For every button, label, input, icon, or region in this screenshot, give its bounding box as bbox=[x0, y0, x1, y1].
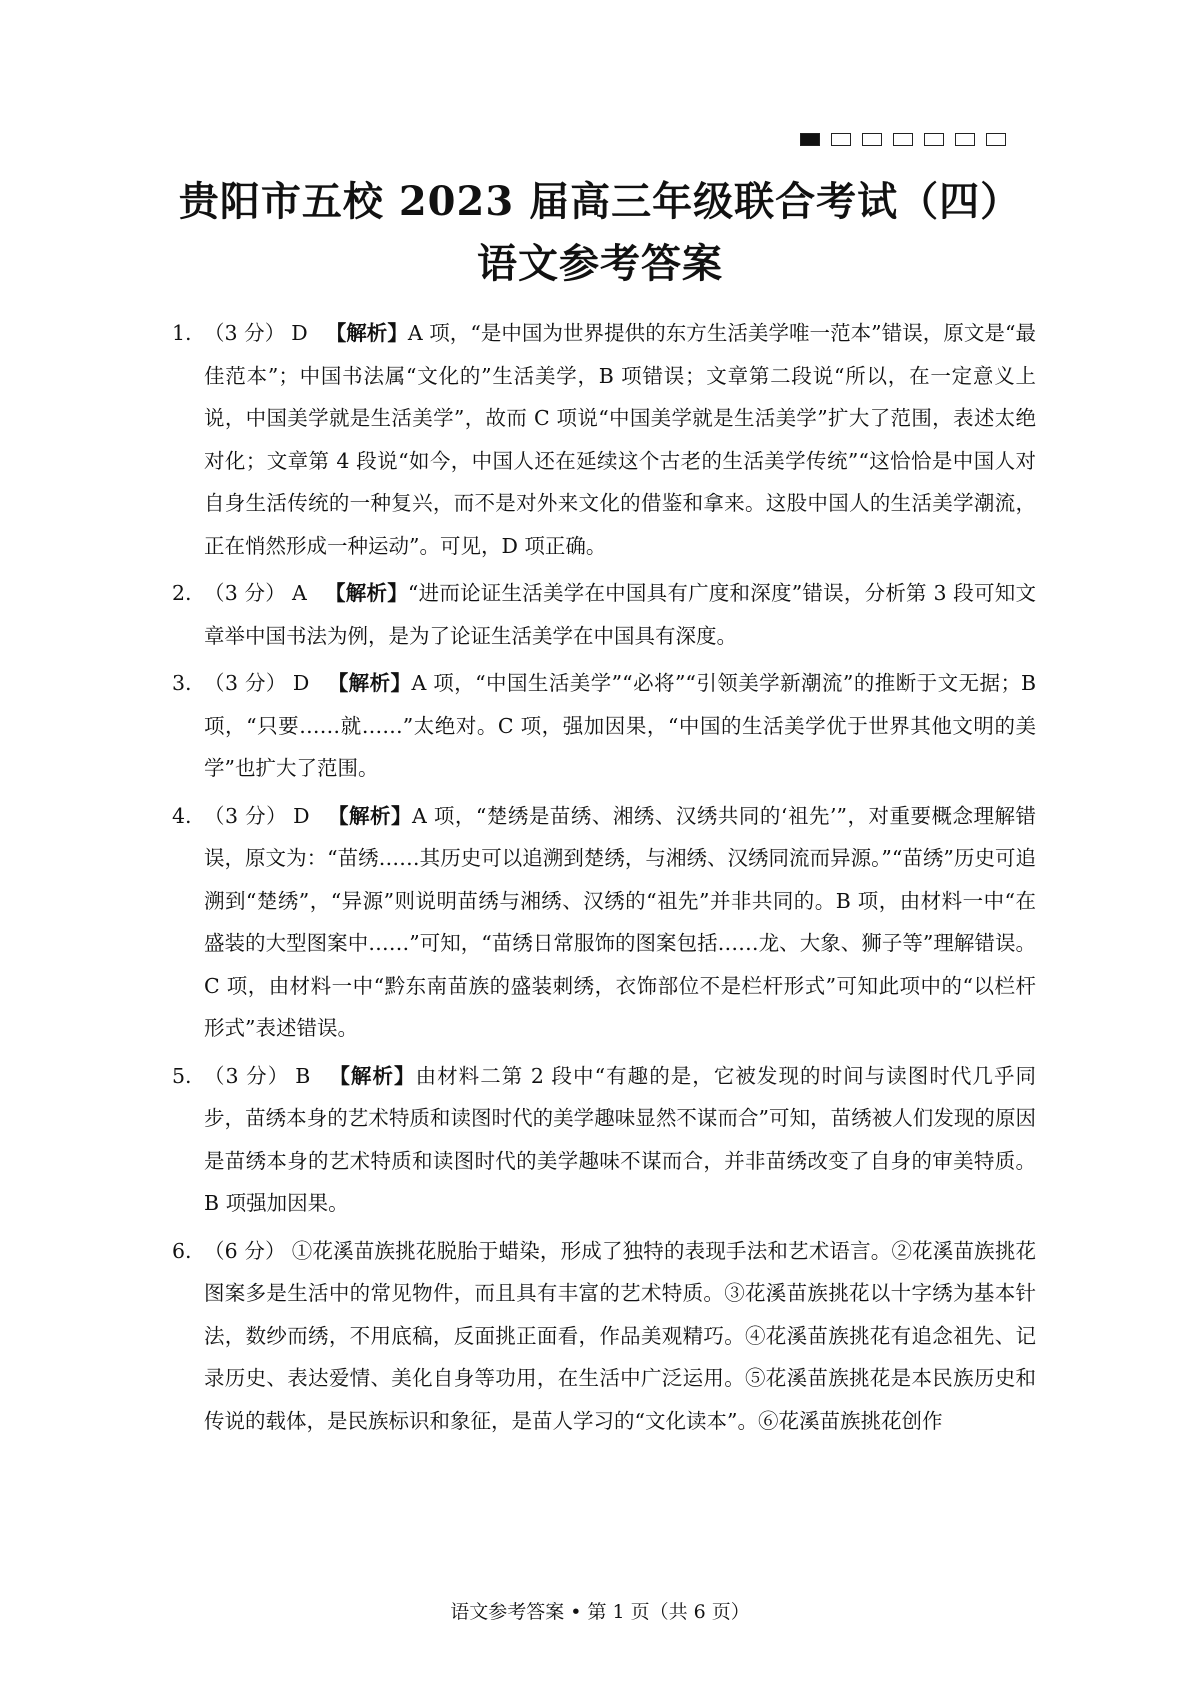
answer-choice: D bbox=[291, 321, 308, 345]
answer-item-5 bbox=[172, 1055, 1036, 1225]
page-footer: 语文参考答案 • 第 1 页（共 6 页） bbox=[450, 1601, 750, 1623]
page-indicator-box bbox=[831, 133, 851, 146]
analysis-tag: 【解析】 bbox=[325, 321, 408, 345]
answer-number: 3. bbox=[172, 671, 192, 695]
analysis-tag: 【解析】 bbox=[324, 581, 408, 605]
answer-number: 5. bbox=[172, 1063, 192, 1088]
answer-score: （6 分） bbox=[204, 1238, 286, 1263]
answer-item-6 bbox=[172, 1230, 1036, 1443]
answer-text: ①花溪苗族挑花脱胎于蜡染，形成了独特的表现手法和艺术语言。②花溪苗族挑花图案多是生活中的常见物件，而且具有丰富的艺术特质。③花溪苗族挑花以十字绣为基本针法，数纱而绣，不用底稿，反面挑正面看，作品美观精巧。④花溪苗族挑花有追念祖先、记录历史、表达爱情、美化自身等功用，在生活中广泛运用。⑤花溪苗族挑花是本民族历史和传说的载体，是民族标识和象征，是苗人学习的“文化读本”。⑥花溪苗族挑花创作 bbox=[204, 1238, 1037, 1433]
answer-choice: B bbox=[295, 1063, 311, 1088]
page-indicator-box bbox=[955, 133, 975, 146]
page-indicator-box-current bbox=[800, 133, 820, 146]
answer-choice: D bbox=[292, 671, 310, 695]
page-indicator bbox=[800, 133, 1006, 146]
analysis-tag: 【解析】 bbox=[328, 1063, 416, 1088]
analysis-tag: 【解析】 bbox=[327, 671, 412, 695]
answer-item-2 bbox=[172, 572, 1036, 657]
answer-text: A 项，“楚绣是苗绣、湘绣、汉绣共同的‘祖先’”，对重要概念理解错误，原文为：“苗绣……其历史可以追溯到楚绣，与湘绣、汉绣同流而异源。”“苗绣”历史可追溯到“楚绣”，“异源”则说明苗绣与湘绣、汉绣的“祖先”并非共同的。B 项，由材料一中“在盛装的大型图案中……”可知，“苗绣日常服饰的图案包括……龙、大象、狮子等”理解错误。C 项，由材料一中“黔东南苗族的盛装刺绣，衣饰部位不是栏杆形式”可知此项中的“以栏杆形式”表述错误。 bbox=[204, 803, 1037, 1040]
answer-choice: D bbox=[293, 803, 310, 828]
answer-item-1 bbox=[172, 312, 1036, 567]
answer-score: （3 分） bbox=[204, 581, 286, 605]
document-title: 贵阳市五校 2023 届高三年级联合考试（四） bbox=[178, 178, 1022, 225]
page-indicator-box bbox=[862, 133, 882, 146]
answer-number: 1. bbox=[172, 321, 192, 345]
answer-number: 2. bbox=[172, 581, 192, 605]
page-indicator-box bbox=[893, 133, 913, 146]
answer-score: （3 分） bbox=[204, 1063, 290, 1088]
answer-text: A 项，“中国生活美学”“必将”“引领美学新潮流”的推断于文无据；B 项，“只要……就……”太绝对。C 项，强加因果，“中国的生活美学优于世界其他文明的美学”也扩大了范围。 bbox=[204, 671, 1037, 780]
answer-item-4 bbox=[172, 795, 1036, 1050]
page-indicator-box bbox=[986, 133, 1006, 146]
answer-choice: A bbox=[291, 581, 307, 605]
answer-number: 4. bbox=[172, 803, 192, 828]
answer-score: （3 分） bbox=[204, 803, 288, 828]
document-subtitle: 语文参考答案 bbox=[477, 240, 723, 287]
answer-number: 6. bbox=[172, 1238, 192, 1263]
page-indicator-box bbox=[924, 133, 944, 146]
answer-list bbox=[172, 312, 1036, 1447]
analysis-tag: 【解析】 bbox=[327, 803, 413, 828]
answer-score: （3 分） bbox=[204, 671, 287, 695]
answer-item-3 bbox=[172, 662, 1036, 790]
answer-score: （3 分） bbox=[204, 321, 286, 345]
answer-text: “进而论证生活美学在中国具有广度和深度”错误，分析第 3 段可知文章举中国书法为例，是为了论证生活美学在中国具有深度。 bbox=[204, 581, 1036, 648]
answer-text: 由材料二第 2 段中“有趣的是，它被发现的时间与读图时代几乎同步，苗绣本身的艺术特质和读图时代的美学趣味显然不谋而合”可知，苗绣被人们发现的原因是苗绣本身的艺术特质和读图时代的美学趣味不谋而合，并非苗绣改变了自身的审美特质。B 项强加因果。 bbox=[204, 1063, 1037, 1215]
answer-text: A 项，“是中国为世界提供的东方生活美学唯一范本”错误，原文是“最佳范本”；中国书法属“文化的”生活美学，B 项错误；文章第二段说“所以，在一定意义上说，中国美学就是生活美学”，故而 C 项说“中国美学就是生活美学”扩大了范围，表述太绝对化；文章第 4 段说“如今，中国人还在延续这个古老的生活美学传统”“这恰恰是中国人对自身生活传统的一种复兴，而不是对外来文化的借鉴和拿来。这股中国人的生活美学潮流，正在悄然形成一种运动”。可见，D 项正确。 bbox=[204, 321, 1036, 558]
